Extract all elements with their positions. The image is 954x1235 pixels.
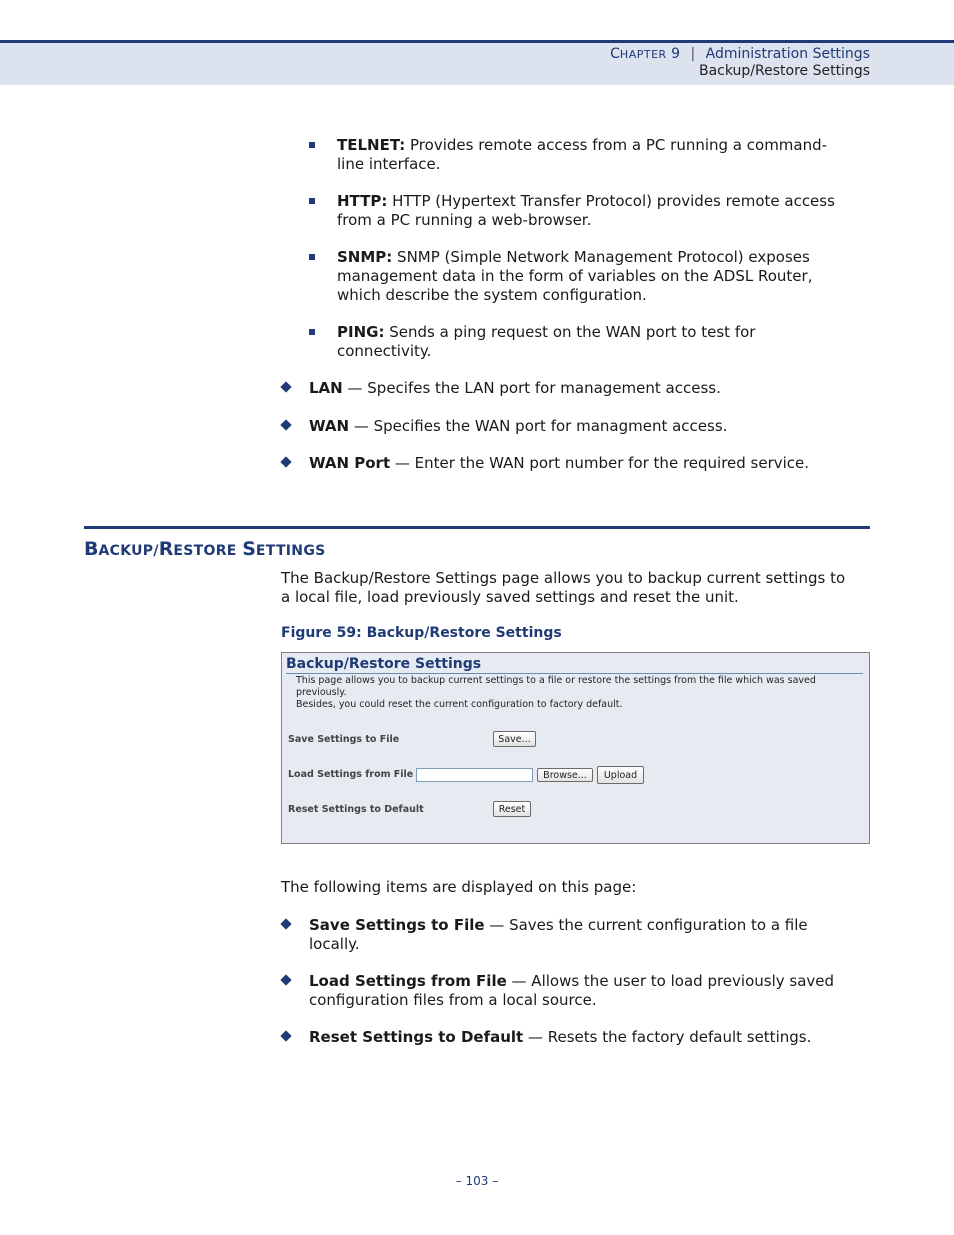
reset-settings-label: Reset Settings to Default — [288, 804, 424, 815]
reset-button[interactable]: Reset — [493, 801, 531, 817]
header-subsection: Backup/Restore Settings — [698, 63, 870, 79]
save-settings-label: Save Settings to File — [288, 734, 400, 745]
browse-button[interactable]: Browse... — [537, 768, 593, 782]
following-paragraph: The following items are displayed on this page: — [281, 878, 637, 896]
diamond-bullet-icon — [280, 419, 291, 430]
square-bullet-icon — [309, 142, 315, 148]
square-bullet-icon — [309, 254, 315, 260]
header-section: Administration Settings — [705, 46, 870, 62]
upload-button[interactable]: Upload — [597, 766, 644, 784]
square-bullet-icon — [309, 329, 315, 335]
figure-screenshot — [281, 652, 870, 844]
diamond-bullet-icon — [280, 918, 291, 929]
chapter-number: 9 — [671, 46, 681, 62]
section-rule — [84, 526, 870, 529]
section-title: BACKUP/RESTORE SETTINGS — [84, 538, 326, 560]
page-number: – 103 – — [455, 1174, 499, 1188]
load-settings-label: Load Settings from File — [288, 769, 414, 780]
header-separator: | — [690, 46, 696, 62]
header-line-1 — [610, 46, 870, 63]
intro-paragraph: The Backup/Restore Settings page allows you to backup current settings to a local file, load previously saved settings and reset the unit. — [281, 569, 846, 606]
list-item-load-settings: Load Settings from File — Allows the user to load previously saved configuration files from a local source. — [309, 972, 835, 1009]
running-header — [610, 46, 870, 80]
diamond-bullet-icon — [280, 974, 291, 985]
list-item-snmp: SNMP: SNMP (Simple Network Management Protocol) exposes management data in the form of variables on the ADSL Router, which describe the system configuration. — [337, 248, 813, 304]
list-item-save-settings: Save Settings to File — Saves the current configuration to a file locally. — [309, 916, 808, 953]
list-item-http: HTTP: HTTP (Hypertext Transfer Protocol) provides remote access from a PC running a web-browser. — [337, 192, 835, 229]
diamond-bullet-icon — [280, 1030, 291, 1041]
list-item-ping: PING: Sends a ping request on the WAN port to test for connectivity. — [337, 323, 756, 360]
file-path-input[interactable] — [416, 768, 533, 782]
list-item-wan-port: WAN Port — Enter the WAN port number for the required service. — [309, 454, 810, 472]
list-item-lan: LAN — Specifes the LAN port for management access. — [309, 379, 721, 397]
diamond-bullet-icon — [280, 456, 291, 467]
list-item-wan: WAN — Specifies the WAN port for managment access. — [309, 417, 728, 435]
square-bullet-icon — [309, 198, 315, 204]
save-button[interactable]: Save... — [493, 731, 536, 747]
chapter-label: CHAPTER — [610, 46, 667, 62]
screenshot-title-rule — [286, 673, 863, 674]
screenshot-description: This page allows you to backup current settings to a file or restore the settings from the file which was saved previously. Besides, you could reset the current configuration to factory default. — [296, 675, 816, 710]
list-item-telnet: TELNET: Provides remote access from a PC running a command- line interface. — [337, 136, 828, 173]
list-item-reset-settings: Reset Settings to Default — Resets the factory default settings. — [309, 1028, 812, 1046]
diamond-bullet-icon — [280, 381, 291, 392]
figure-caption: Figure 59: Backup/Restore Settings — [281, 625, 562, 641]
screenshot-title: Backup/Restore Settings — [286, 656, 482, 672]
